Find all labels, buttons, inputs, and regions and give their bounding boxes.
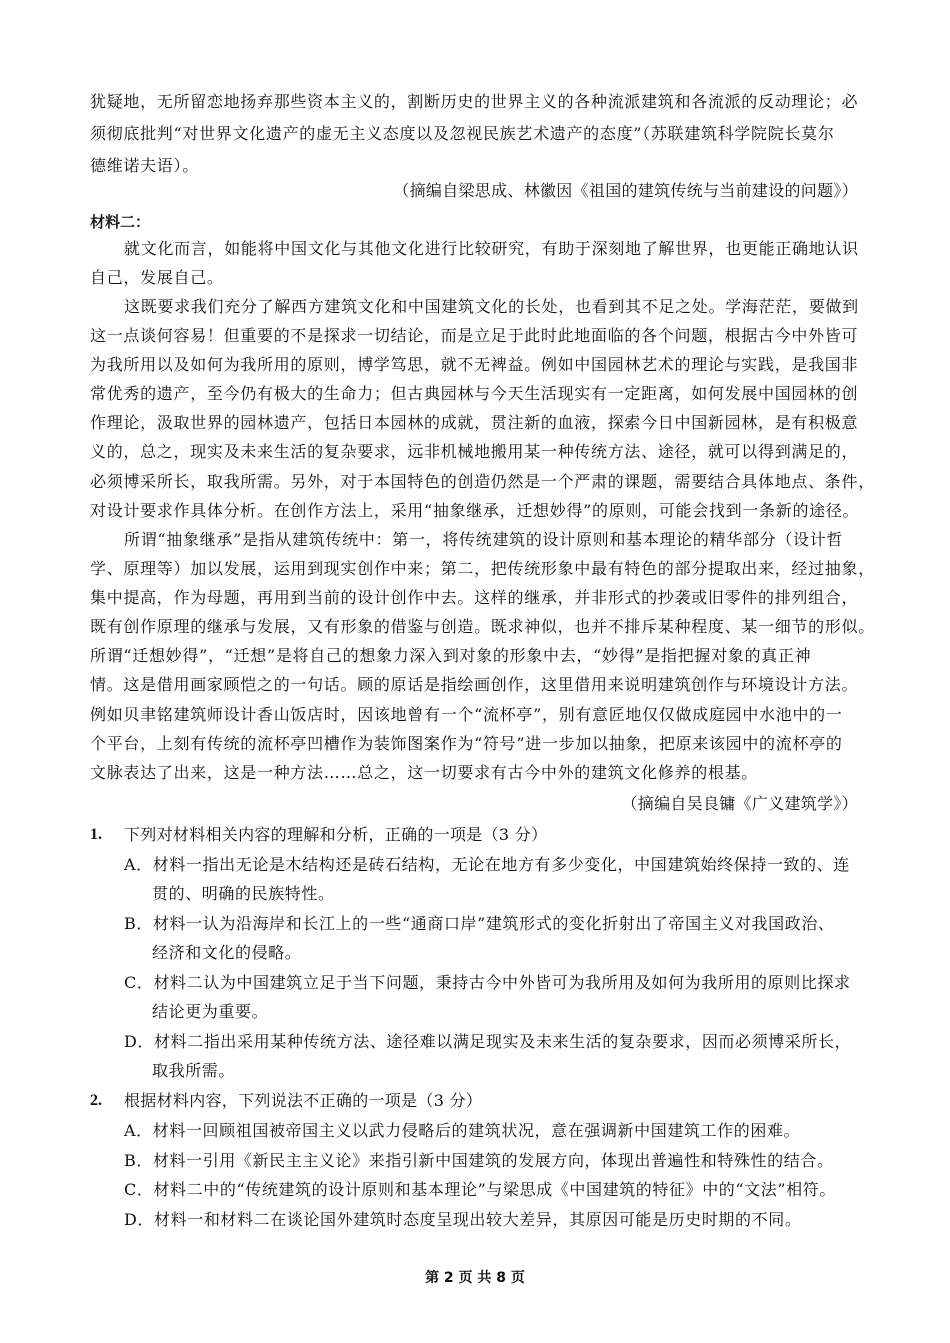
question-2-option-d: D．材料一和材料二在谈论国外建筑时态度呈现出较大差异，其原因可能是历史时期的不同。 — [124, 1210, 802, 1229]
material2-p2-line: 这既要求我们充分了解西方建筑文化和中国建筑文化的长处，也看到其不足之处。学海茫茫，要做到 — [124, 297, 859, 316]
material2-p3-line: 情。这是借用画家顾恺之的一句话。顾的原话是指绘画创作，这里借用来说明建筑创作与环境设计方法。 — [90, 675, 859, 694]
question-1-option-a-cont: 贯的、明确的民族特性。 — [152, 884, 335, 903]
question-1-option-d-cont: 取我所需。 — [152, 1061, 236, 1080]
material2-p3-line: 集中提高，作为母题，再用到当前的设计创作中去。这样的继承，并非形式的抄袭或旧零件的排列组合， — [90, 588, 859, 607]
question-1-option-c: C．材料二认为中国建筑立足于当下问题，秉持古今中外皆可为我所用及如何为我所用的原则比探求 — [124, 973, 851, 992]
material1-line: 德维诺夫语）。 — [90, 156, 199, 175]
question-1-stem: 下列对材料相关内容的理解和分析，正确的一项是（3 分） — [124, 825, 548, 844]
material2-p3-line: 文脉表达了出来，这是一种方法……总之，这一切要求有古今中外的建筑文化修养的根基。 — [90, 763, 759, 782]
material2-p1-line: 自己，发展自己。 — [90, 268, 224, 287]
material2-p2-line: 作理论，汲取世界的园林遗产，包括日本园林的成就，贯注新的血液，探索今日中国新园林，是有积极意 — [90, 413, 859, 432]
question-1-option-a: A．材料一指出无论是木结构还是砖石结构，无论在地方有多少变化，中国建筑始终保持一致的、连 — [124, 855, 850, 874]
question-2-number: 2. — [90, 1092, 102, 1109]
material2-p3-line: 例如贝聿铭建筑师设计香山饭店时，因该地曾有一个“流杯亭”，别有意匠地仅仅做成庭园中水池中的一 — [90, 705, 843, 724]
material1-source: （摘编自梁思成、林徽因《祖国的建筑传统与当前建设的问题》） — [393, 181, 858, 200]
material2-p2-line: 为我所用以及如何为我所用的原则，博学笃思，就不无裨益。例如中国园林艺术的理论与实践，是我国非 — [90, 355, 859, 374]
material2-header: 材料二： — [90, 213, 151, 231]
material2-p2-line: 必须博采所长，取我所需。另外，对于本国特色的创造仍然是一个严肃的课题，需要结合具体地点、条件， — [90, 472, 875, 491]
question-2-option-a: A．材料一回顾祖国被帝国主义以武力侵略后的建筑状况，意在强调新中国建筑工作的困难。 — [124, 1121, 801, 1140]
material2-p3-line: 个平台，上刻有传统的流杯亭凹槽作为装饰图案作为“符号”进一步加以抽象，把原来该园中的流杯亭的 — [90, 734, 843, 753]
material2-p3-line: 学、原理等）加以发展，运用到现实创作中来；第二，把传统形象中最有特色的部分提取出来，经过抽象， — [90, 559, 875, 578]
material2-p2-line: 常优秀的遗产，至今仍有极大的生命力；但古典园林与今天生活现实有一定距离，如何发展中国园林的创 — [90, 384, 859, 403]
material2-p3-line: 既有创作原理的继承与发展，又有形象的借鉴与创造。既求神似，也并不排斥某种程度、某一细节的形似。 — [90, 617, 875, 636]
material2-source: （摘编自吴良镛《广义建筑学》） — [621, 794, 858, 813]
question-1-option-b: B．材料一认为沿海岸和长江上的一些“通商口岸”建筑形式的变化折射出了帝国主义对我国政治、 — [124, 914, 835, 933]
material2-p2-line: 义的，总之，现实及未来生活的复杂要求，远非机械地搬用某一种传统方法、途径，就可以得到满足的， — [90, 442, 859, 461]
question-1-option-d: D．材料二指出采用某种传统方法、途径难以满足现实及未来生活的复杂要求，因而必须博采所长， — [124, 1032, 852, 1051]
question-2-stem: 根据材料内容，下列说法不正确的一项是（3 分） — [124, 1091, 483, 1110]
material1-line: 犹疑地，无所留恋地扬弃那些资本主义的，割断历史的世界主义的各种流派建筑和各流派的反动理论；必 — [90, 92, 859, 111]
page-footer: 第 2 页 共 8 页 — [425, 1270, 525, 1286]
question-1-option-b-cont: 经济和文化的侵略。 — [152, 943, 302, 962]
question-1-option-c-cont: 结论更为重要。 — [152, 1002, 269, 1021]
material2-p1-line: 就文化而言，如能将中国文化与其他文化进行比较研究，有助于深刻地了解世界，也更能正确地认识 — [124, 239, 859, 258]
question-1-number: 1. — [90, 826, 102, 843]
material2-p2-line: 对设计要求作具体分析。在创作方法上，采用“抽象继承，迁想妙得”的原则，可能会找到一条新的途径。 — [90, 501, 860, 520]
material1-line: 须彻底批判“对世界文化遗产的虚无主义态度以及忽视民族艺术遗产的态度”（苏联建筑科学院院长莫尔 — [90, 124, 835, 143]
material2-p2-line: 这一点谈何容易！但重要的不是探求一切结论，而是立足于此时此地面临的各个问题，根据古今中外皆可 — [90, 326, 859, 345]
material2-p3-line: 所谓“抽象继承”是指从建筑传统中：第一，将传统建筑的设计原则和基本理论的精华部分（设计哲 — [124, 530, 844, 549]
question-2-option-b: B．材料一引用《新民主主义论》来指引新中国建筑的发展方向，体现出普遍性和特殊性的结合。 — [124, 1151, 834, 1170]
material2-p3-line: 所谓“迁想妙得”，“迁想”是将自己的想象力深入到对象的形象中去，“妙得”是指把握对象的真正神 — [90, 646, 812, 665]
question-2-option-c: C．材料二中的“传统建筑的设计原则和基本理论”与梁思成《中国建筑的特征》中的“文法”相符。 — [124, 1180, 836, 1199]
